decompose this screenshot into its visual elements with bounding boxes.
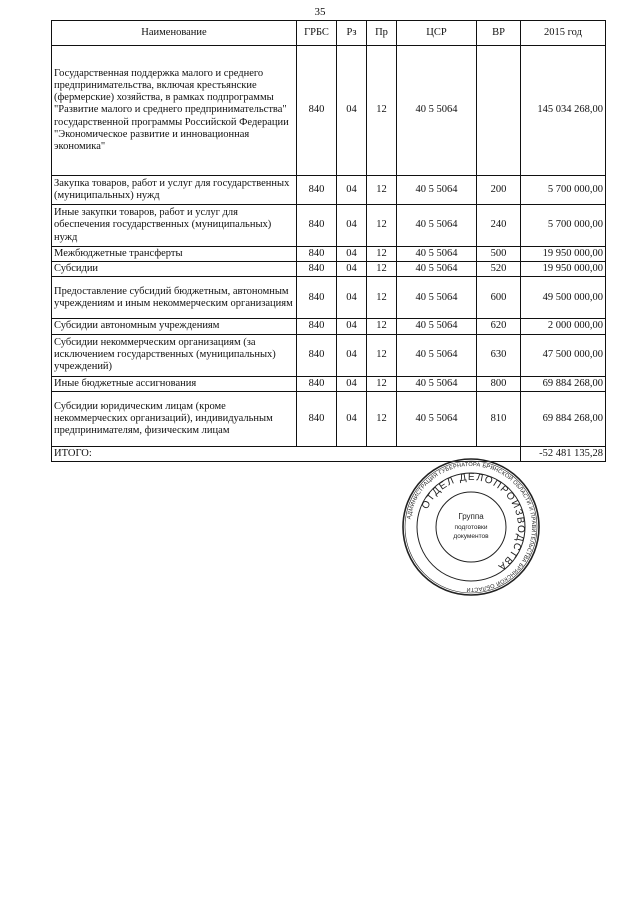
cell-rz: 04 [337, 376, 367, 391]
header-year: 2015 год [521, 21, 606, 46]
table-row [52, 262, 606, 277]
cell-rz: 04 [337, 391, 367, 446]
cell-grbs: 840 [297, 376, 337, 391]
cell-csr: 40 5 5064 [397, 334, 477, 376]
budget-table [51, 20, 606, 462]
cell-grbs: 840 [297, 277, 337, 319]
cell-name: Субсидии юридическим лицам (кроме некоммерческих организаций), индивидуальным предпринимателям, физическим лицам [52, 391, 297, 446]
total-label: ИТОГО: [52, 446, 521, 461]
stamp-center-line-2: подготовки [454, 524, 488, 531]
cell-amount: 2 000 000,00 [521, 319, 606, 334]
cell-grbs: 840 [297, 334, 337, 376]
stamp-outer-text: АДМИНИСТРАЦИЯ ГУБЕРНАТОРА БРЯНСКОЙ ОБЛАСТИ И ПРАВИТЕЛЬСТВА БРЯНСКОЙ ОБЛАСТИ [406, 461, 537, 593]
cell-vr: 810 [477, 391, 521, 446]
cell-grbs: 840 [297, 176, 337, 205]
cell-grbs: 840 [297, 319, 337, 334]
page-number: 35 [314, 6, 326, 18]
cell-grbs: 840 [297, 205, 337, 247]
cell-csr: 40 5 5064 [397, 205, 477, 247]
table-row [52, 391, 606, 446]
cell-csr: 40 5 5064 [397, 319, 477, 334]
cell-amount: 69 884 268,00 [521, 391, 606, 446]
cell-csr: 40 5 5064 [397, 247, 477, 262]
cell-vr: 800 [477, 376, 521, 391]
cell-csr: 40 5 5064 [397, 376, 477, 391]
table-header-row [52, 21, 606, 46]
cell-rz: 04 [337, 262, 367, 277]
cell-rz: 04 [337, 319, 367, 334]
total-amount: -52 481 135,28 [521, 446, 606, 461]
cell-amount: 49 500 000,00 [521, 277, 606, 319]
cell-csr: 40 5 5064 [397, 176, 477, 205]
cell-amount: 19 950 000,00 [521, 247, 606, 262]
cell-rz: 04 [337, 247, 367, 262]
header-grbs: ГРБС [297, 21, 337, 46]
table-row [52, 46, 606, 176]
cell-vr [477, 46, 521, 176]
stamp-inner-text: ОТДЕЛ ДЕЛОПРОИЗВОДСТВА [419, 471, 527, 573]
cell-name: Предоставление субсидий бюджетным, автономным учреждениям и иным некоммерческим организациям [52, 277, 297, 319]
cell-name: Государственная поддержка малого и среднего предпринимательства, включая крестьянские (фермерские) хозяйства, в рамках подпрограммы "Развитие малого и среднего предпринимательства" государственной программы Российской Федерации "Экономическое развитие и инновационная экономика" [52, 46, 297, 176]
cell-pr: 12 [367, 334, 397, 376]
header-vr: ВР [477, 21, 521, 46]
cell-name: Межбюджетные трансферты [52, 247, 297, 262]
table-row [52, 247, 606, 262]
cell-name: Субсидии [52, 262, 297, 277]
cell-pr: 12 [367, 391, 397, 446]
table-row [52, 376, 606, 391]
cell-amount: 47 500 000,00 [521, 334, 606, 376]
cell-vr: 500 [477, 247, 521, 262]
official-stamp [401, 457, 541, 597]
cell-name: Субсидии автономным учреждениям [52, 319, 297, 334]
cell-pr: 12 [367, 277, 397, 319]
cell-csr: 40 5 5064 [397, 46, 477, 176]
header-pr: Пр [367, 21, 397, 46]
cell-name: Иные закупки товаров, работ и услуг для обеспечения государственных (муниципальных) нужд [52, 205, 297, 247]
cell-grbs: 840 [297, 46, 337, 176]
cell-vr: 520 [477, 262, 521, 277]
header-csr: ЦСР [397, 21, 477, 46]
cell-csr: 40 5 5064 [397, 277, 477, 319]
cell-name: Субсидии некоммерческим организациям (за исключением государственных (муниципальных) учреждений) [52, 334, 297, 376]
cell-pr: 12 [367, 205, 397, 247]
header-name: Наименование [52, 21, 297, 46]
stamp-center-line-1: Группа [458, 512, 484, 521]
cell-rz: 04 [337, 176, 367, 205]
stamp-center-line-3: документов [453, 533, 489, 540]
cell-pr: 12 [367, 46, 397, 176]
table-row [52, 205, 606, 247]
cell-vr: 620 [477, 319, 521, 334]
cell-amount: 5 700 000,00 [521, 205, 606, 247]
cell-pr: 12 [367, 319, 397, 334]
table-row [52, 176, 606, 205]
cell-pr: 12 [367, 262, 397, 277]
cell-grbs: 840 [297, 262, 337, 277]
cell-grbs: 840 [297, 391, 337, 446]
cell-pr: 12 [367, 376, 397, 391]
cell-rz: 04 [337, 277, 367, 319]
table-row [52, 277, 606, 319]
cell-vr: 240 [477, 205, 521, 247]
cell-vr: 600 [477, 277, 521, 319]
cell-pr: 12 [367, 176, 397, 205]
cell-amount: 69 884 268,00 [521, 376, 606, 391]
cell-rz: 04 [337, 334, 367, 376]
cell-csr: 40 5 5064 [397, 262, 477, 277]
table-row [52, 319, 606, 334]
cell-name: Закупка товаров, работ и услуг для государственных (муниципальных) нужд [52, 176, 297, 205]
cell-pr: 12 [367, 247, 397, 262]
table-row [52, 334, 606, 376]
cell-rz: 04 [337, 46, 367, 176]
cell-csr: 40 5 5064 [397, 391, 477, 446]
cell-grbs: 840 [297, 247, 337, 262]
cell-vr: 630 [477, 334, 521, 376]
cell-amount: 5 700 000,00 [521, 176, 606, 205]
header-rz: Рз [337, 21, 367, 46]
cell-amount: 145 034 268,00 [521, 46, 606, 176]
cell-name: Иные бюджетные ассигнования [52, 376, 297, 391]
cell-vr: 200 [477, 176, 521, 205]
cell-rz: 04 [337, 205, 367, 247]
cell-amount: 19 950 000,00 [521, 262, 606, 277]
